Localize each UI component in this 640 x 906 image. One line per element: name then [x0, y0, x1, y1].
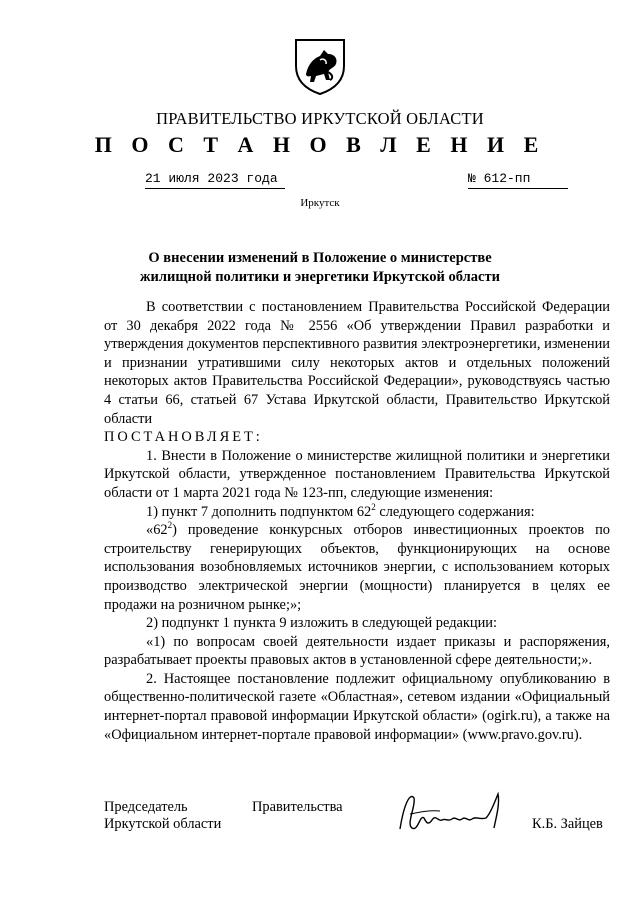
document-type: П О С Т А Н О В Л Е Н И Е: [94, 132, 546, 157]
organization-name: ПРАВИТЕЛЬСТВО ИРКУТСКОЙ ОБЛАСТИ: [156, 109, 484, 128]
document-date: 21 июля 2023 года: [145, 171, 285, 189]
document-city: Иркутск: [300, 197, 340, 209]
paragraph-2: 2. Настоящее постановление подлежит официальному опубликованию в общественно-политической газете «Областная», сетевом издании «Официальный интернет-портал правовой информации Иркутской области» (ogirk.ru), а также на «Официальном интернет-портале правовой информации» (www.pravo.gov.ru).: [104, 670, 610, 743]
paragraph-1-item-1-text: «$62^2$) проведение конкурсных отборов инвестиционных проектов по строительству генерирующих объектов, функционирующих на основе использования возобновляемых источников энергии, с использованием которых производство электрической энергии (мощности) планируется в целях ее продажи на розничном рынке;»;: [104, 520, 610, 613]
preamble-paragraph: В соответствии с постановлением Правительства Российской Федерации от 30 декабря 2022 года № 2556 «Об утверждении Правил разработки и утверждения документов перспективного развития электроэнергетики, изменении и признании утратившими силу некоторых актов и отдельных положений некоторых актов Правительства Российской Федерации», руководствуясь частью 4 статьи 66, статьей 67 Устава Иркутской области, Правительство Иркутской области: [104, 299, 610, 427]
document-title: О внесении изменений в Положение о министерстве жилищной политики и энергетики Иркутской области: [140, 250, 500, 285]
paragraph-1-item-1: 1) пункт 7 дополнить подпунктом $62^2$ следующего содержания:: [146, 501, 535, 520]
paragraph-1: 1. Внести в Положение о министерстве жилищной политики и энергетики Иркутской области, утвержденное постановлением Правительства Иркутской области от 1 марта 2021 года № 123-пп, следующие изменения:: [104, 447, 610, 501]
signatory-position-line1: Председатель: [104, 799, 188, 815]
document-body: [104, 298, 610, 744]
resolves-heading: ПОСТАНОВЛЯЕТ:: [104, 429, 263, 446]
paragraph-1-item-2: 2) подпункт 1 пункта 9 изложить в следующей редакции:: [146, 615, 497, 632]
handwritten-signature: [390, 784, 530, 844]
signatory-position-line2: Иркутской области: [104, 816, 222, 832]
paragraph-1-item-2-text: «1) по вопросам своей деятельности издает приказы и распоряжения, разрабатывает проекты правовых актов в установленной сфере деятельности;».: [104, 633, 610, 669]
signatory-name: К.Б. Зайцев: [532, 816, 603, 832]
document-number: № 612-пп: [468, 171, 568, 189]
signatory-position-word: Правительства: [252, 799, 343, 815]
coat-of-arms-icon: [290, 36, 350, 96]
